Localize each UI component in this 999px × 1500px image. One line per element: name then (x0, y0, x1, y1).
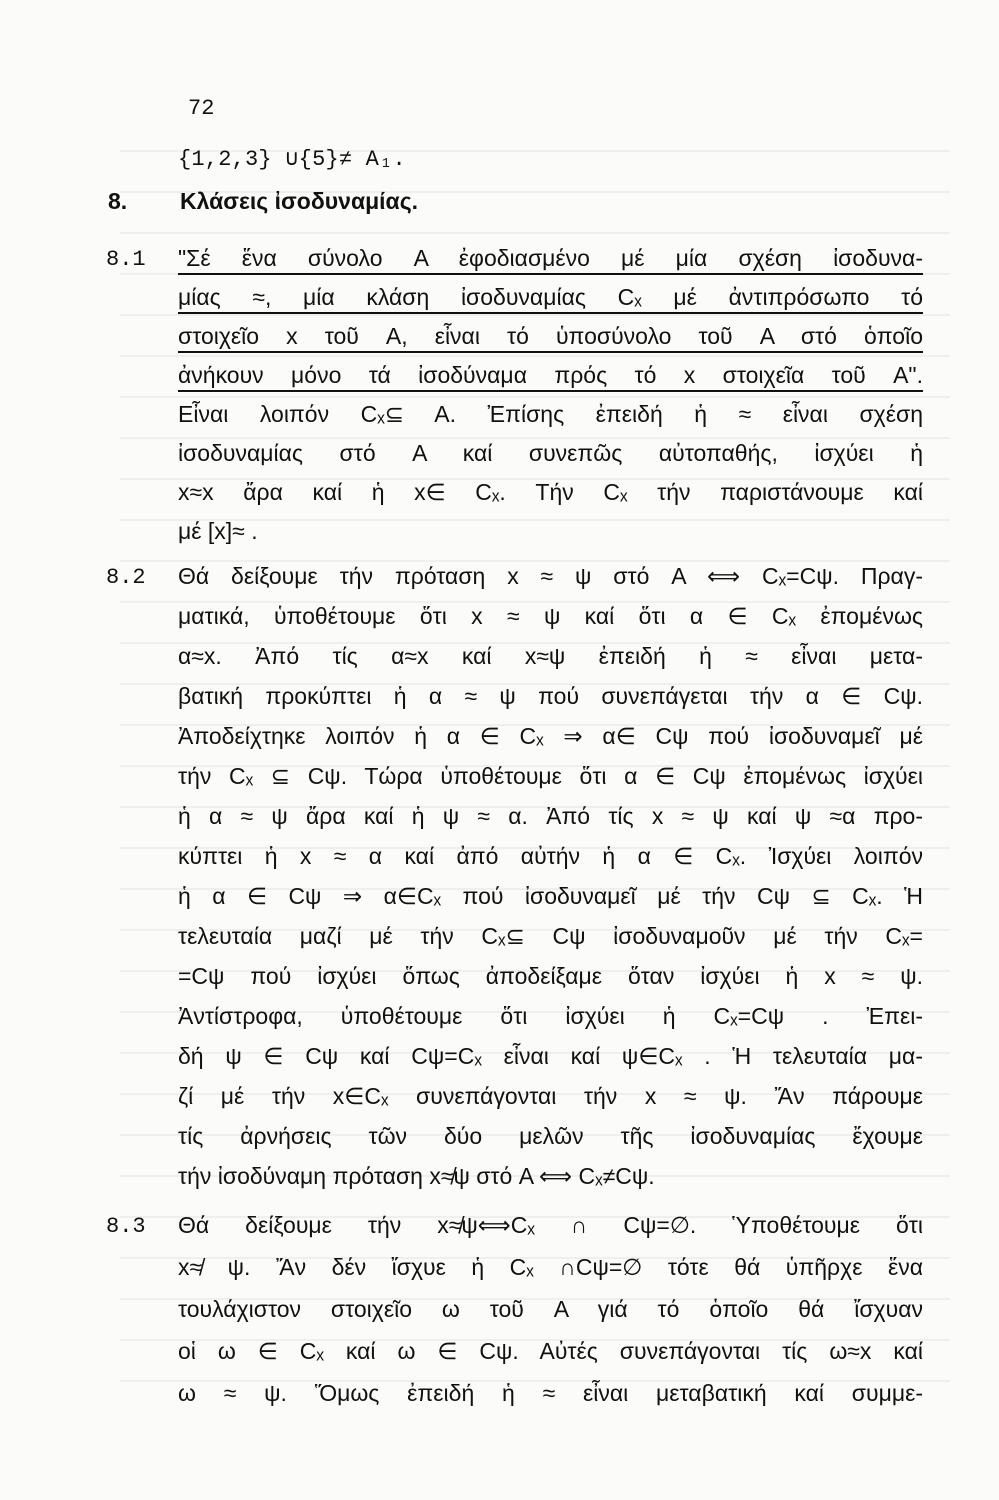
line-text: μίας ≈, μία κλάση ἰσοδυναμίας Cₓ μέ ἀντιπρόσωπο τό (178, 284, 923, 314)
section-8-2-line-1: Θά δείξουμε τήν πρόταση x ≈ ψ στό A ⟺ Cₓ=Cψ. Πραγ- (178, 563, 923, 589)
section-number-8-3: 8.3 (106, 1214, 146, 1239)
top-formula: {1,2,3} ∪{5}≠ A₁. (178, 147, 406, 172)
section-8-2-line-4: βατική προκύπτει ἡ α ≈ ψ πού συνεπάγεται τήν α ∈ Cψ. (178, 683, 923, 709)
line-text: στοιχεῖο x τοῦ A, εἶναι τό ὑποσύνολο τοῦ A στό ὁποῖο (178, 323, 923, 353)
section-number-8-1: 8.1 (106, 247, 146, 272)
section-8-2-line-10: τελευταία μαζί μέ τήν Cₓ⊆ Cψ ἰσοδυναμοῦν μέ τήν Cₓ= (178, 923, 923, 949)
line-text: "Σέ ἕνα σύνολο A ἐφοδιασμένο μέ μία σχέση ἰσοδυνα- (178, 245, 923, 275)
section-8-1-line-4 (178, 362, 923, 389)
section-8-1-line-7: x≈x ἄρα καί ἡ x∈ Cₓ. Τήν Cₓ τήν παριστάνουμε καί (178, 479, 923, 505)
section-8-1-line-3 (178, 323, 923, 350)
section-8-1-line-8: μέ [x]≈ . (178, 518, 258, 544)
section-number-8-2: 8.2 (106, 565, 146, 590)
section-8-3-line-1: Θά δείξουμε τήν x≉ψ⟺Cₓ ∩ Cψ=∅. Ὑποθέτουμε ὅτι (178, 1212, 923, 1238)
section-8-3-line-4: οἱ ω ∈ Cₓ καί ω ∈ Cψ. Αὐτές συνεπάγονται τίς ω≈x καί (178, 1338, 923, 1364)
section-8-2-line-6: τήν Cₓ ⊆ Cψ. Τώρα ὑποθέτουμε ὅτι α ∈ Cψ ἐπομένως ἰσχύει (178, 763, 923, 789)
section-8-2-line-14: ζί μέ τήν x∈Cₓ συνεπάγονται τήν x ≈ ψ. Ἄν πάρουμε (178, 1083, 923, 1109)
section-8-2-line-13: δή ψ ∈ Cψ καί Cψ=Cₓ εἶναι καί ψ∈Cₓ . Ἡ τελευταία μα- (178, 1043, 923, 1069)
line-text: ἀνήκουν μόνο τά ἰσοδύναμα πρός τό x στοιχεῖα τοῦ A". (178, 362, 923, 392)
section-8-3-line-3: τουλάχιστον στοιχεῖο ω τοῦ A γιά τό ὁποῖο θά ἴσχυαν (178, 1296, 923, 1322)
section-8-2-line-8: κύπτει ἡ x ≈ α καί ἀπό αὐτήν ἡ α ∈ Cₓ. Ἰσχύει λοιπόν (178, 843, 923, 869)
page-number: 72 (188, 96, 215, 121)
section-8-1-line-2 (178, 284, 923, 311)
section-8-2-line-15: τίς ἀρνήσεις τῶν δύο μελῶν τῆς ἰσοδυναμίας ἔχουμε (178, 1123, 923, 1149)
section-8-2-line-7: ἡ α ≈ ψ ἄρα καί ἡ ψ ≈ α. Ἀπό τίς x ≈ ψ καί ψ ≈α προ- (178, 803, 923, 829)
section-heading (108, 188, 418, 215)
section-8-2-line-5: Ἀποδείχτηκε λοιπόν ἡ α ∈ Cₓ ⇒ α∈ Cψ πού ἰσοδυναμεῖ μέ (178, 723, 923, 749)
section-8-2-line-16: τήν ἰσοδύναμη πρόταση x≉ψ στό A ⟺ Cₓ≠Cψ. (178, 1163, 655, 1189)
section-8-1-line-5: Εἶναι λοιπόν Cₓ⊆ A. Ἐπίσης ἐπειδή ἡ ≈ εἶναι σχέση (178, 401, 923, 427)
section-8-3-line-5: ω ≈ ψ. Ὅμως ἐπειδή ἡ ≈ εἶναι μεταβατική καί συμμε- (178, 1380, 923, 1406)
section-8-2-line-3: α≈x. Ἀπό τίς α≈x καί x≈ψ ἐπειδή ἡ ≈ εἶναι μετα- (178, 643, 923, 669)
section-8-2-line-2: ματικά, ὑποθέτουμε ὅτι x ≈ ψ καί ὅτι α ∈ Cₓ ἐπομένως (178, 603, 923, 629)
section-8-1-line-6: ἰσοδυναμίας στό A καί συνεπῶς αὐτοπαθής, ἰσχύει ἡ (178, 440, 923, 466)
section-8-2-line-11: =Cψ πού ἰσχύει ὅπως ἀποδείξαμε ὅταν ἰσχύει ἡ x ≈ ψ. (178, 963, 923, 989)
section-8-3-line-2: x≉ ψ. Ἄν δέν ἴσχυε ἡ Cₓ ∩Cψ=∅ τότε θά ὑπῆρχε ἕνα (178, 1254, 923, 1280)
heading-title: Κλάσεις ἰσοδυναμίας. (180, 188, 419, 214)
section-8-2-line-9: ἡ α ∈ Cψ ⇒ α∈Cₓ πού ἰσοδυναμεῖ μέ τήν Cψ ⊆ Cₓ. Ἡ (178, 883, 923, 909)
section-8-2-line-12: Ἀντίστροφα, ὑποθέτουμε ὅτι ἰσχύει ἡ Cₓ=Cψ . Ἐπει- (178, 1003, 923, 1029)
section-8-1-line-1 (178, 245, 923, 272)
heading-number: 8. (108, 188, 128, 214)
